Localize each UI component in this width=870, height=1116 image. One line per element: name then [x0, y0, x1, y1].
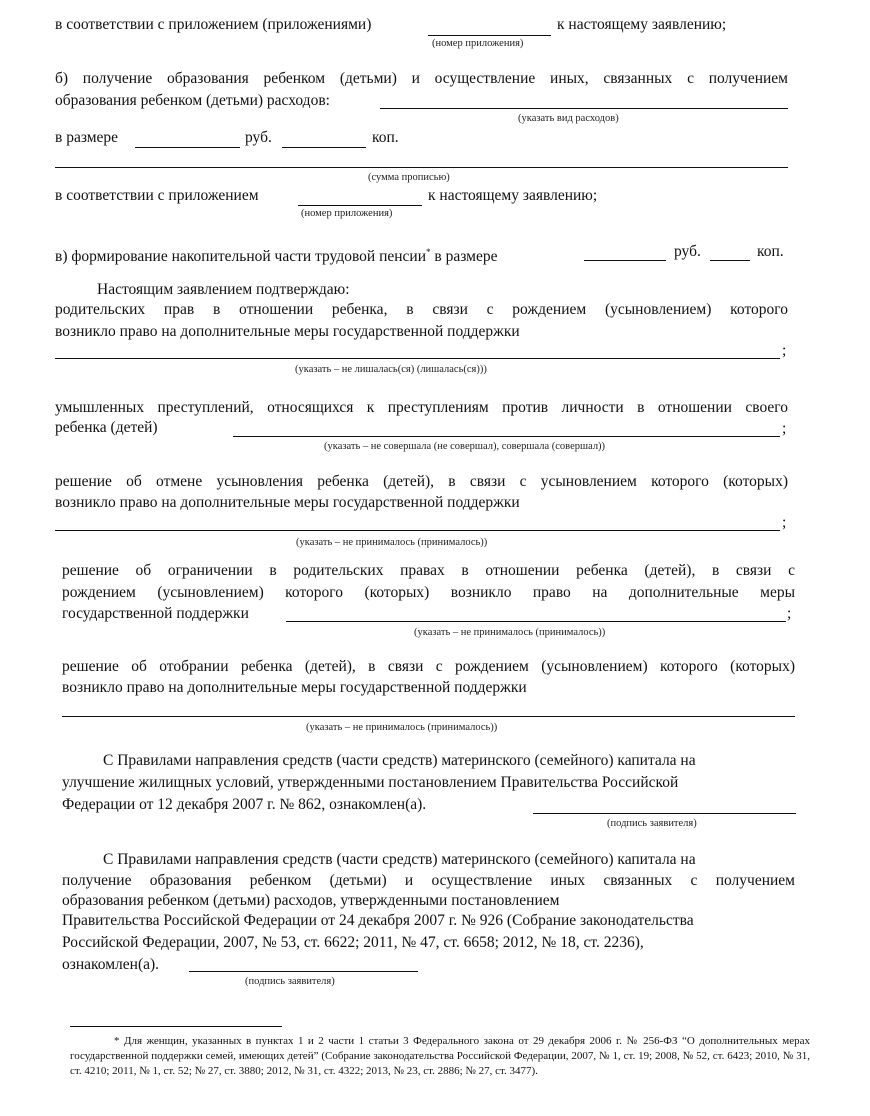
item-c-text: в) формирование накопительной части трудовой пенсии* в размере — [55, 247, 498, 266]
item3-line2: возникло право на дополнительные меры государственной поддержки — [55, 494, 520, 511]
kop-label: коп. — [372, 129, 399, 146]
item3-caption: (указать – не принималось (принималось)) — [296, 537, 488, 548]
kop-field[interactable] — [282, 147, 366, 148]
item4-line3: государственной поддержки — [62, 605, 249, 622]
sum-words-caption: (сумма прописью) — [368, 172, 450, 183]
rub-field[interactable] — [135, 147, 240, 148]
expense-kind-field[interactable] — [380, 108, 788, 109]
rules1-line2: улучшение жилищных условий, утвержденными постановлением Правительства Российской — [62, 774, 679, 791]
appendix-b-text: в соответствии с приложением — [55, 187, 259, 204]
item-b-line1: б) получение образования ребенком (детьми) и осуществление иных, связанных с получением — [55, 70, 788, 87]
pension-rub-field[interactable] — [584, 260, 666, 261]
item5-field[interactable] — [62, 716, 795, 717]
rules2-signature-field[interactable] — [189, 971, 418, 972]
rules1-line3: Федерации от 12 декабря 2007 г. № 862, ознакомлен(а). — [62, 796, 427, 813]
item5-caption: (указать – не принималось (принималось)) — [306, 722, 498, 733]
rules1-signature-caption: (подпись заявителя) — [607, 818, 697, 829]
item1-semicolon: ; — [782, 342, 787, 359]
item4-line1: решение об ограничении в родительских правах в отношении ребенка (детей), в связи с — [62, 562, 795, 579]
item2-caption: (указать – не совершала (не совершал), совершала (совершал)) — [324, 441, 606, 452]
item-b-line2: образования ребенком (детьми) расходов: — [55, 92, 330, 109]
item3-field[interactable] — [55, 530, 780, 531]
rub-label: руб. — [245, 129, 272, 146]
sum-words-field[interactable] — [55, 167, 788, 168]
item4-caption: (указать – не принималось (принималось)) — [414, 627, 606, 638]
pension-rub-label: руб. — [674, 243, 701, 260]
appendix-b-number-field[interactable] — [298, 205, 422, 206]
rules1-signature-field[interactable] — [533, 813, 796, 814]
rules2-line1: С Правилами направления средств (части средств) материнского (семейного) капитала на — [103, 851, 696, 868]
item2-line1: умышленных преступлений, относящихся к преступлениям против личности в отношении своего — [55, 399, 788, 416]
confirm-heading: Настоящим заявлением подтверждаю: — [97, 281, 350, 298]
rules1-line1: С Правилами направления средств (части средств) материнского (семейного) капитала на — [103, 752, 696, 769]
rules2-line2: получение образования ребенком (детьми) и осуществление иных связанных с получением — [62, 872, 795, 889]
item2-field[interactable] — [233, 436, 780, 437]
rules2-line3: образования ребенком (детьми) расходов, утвержденными постановлением — [62, 892, 560, 909]
item5-line2: возникло право на дополнительные меры государственной поддержки — [62, 679, 527, 696]
rules2-line6: ознакомлен(а). — [62, 956, 160, 973]
item2-semicolon: ; — [782, 420, 787, 437]
item3-semicolon: ; — [782, 514, 787, 531]
footnote: * Для женщин, указанных в пунктах 1 и 2 части 1 статьи 3 Федерального закона от 29 декабря 2006 г. № 256-ФЗ “О дополнительных мерах государственной поддержки семей, имеющих детей” (Собрание законодательства Российской Федерации, 2007, № 1, ст. 19; 2008, № 52, ст. 6423; 2010, № 31, ст. 4210; 2011, № 1, ст. 52; № 27, ст. 3880; 2012, № 31, ст. 4322; 2013, № 23, ст. 2886; № 27, ст. 3477). — [70, 1035, 810, 1077]
item5-line1: решение об отобрании ребенка (детей), в связи с рождением (усыновлением) которого (которых) — [62, 658, 795, 675]
rules2-line4: Правительства Российской Федерации от 24 декабря 2007 г. № 926 (Собрание законодательства — [62, 912, 694, 929]
item4-line2: рождением (усыновлением) которого (которых) возникло право на дополнительные меры — [62, 584, 795, 601]
item2-line2: ребенка (детей) — [55, 419, 158, 436]
item1-line1: родительских прав в отношении ребенка, в связи с рождением (усыновлением) которого — [55, 301, 788, 318]
rules2-line5: Российской Федерации, 2007, № 53, ст. 6622; 2011, № 47, ст. 6658; 2012, № 18, ст. 2236), — [62, 934, 644, 951]
footnote-separator — [70, 1026, 282, 1027]
expense-kind-caption: (указать вид расходов) — [518, 113, 619, 124]
item1-line2: возникло право на дополнительные меры государственной поддержки — [55, 323, 520, 340]
item4-semicolon: ; — [787, 605, 792, 622]
appendix-number-field[interactable] — [428, 35, 551, 36]
item4-field[interactable] — [286, 621, 786, 622]
amount-prefix: в размере — [55, 129, 119, 146]
pension-kop-label: коп. — [757, 243, 784, 260]
rules2-signature-caption: (подпись заявителя) — [245, 976, 335, 987]
appendix-b-caption: (номер приложения) — [301, 208, 393, 219]
item1-field[interactable] — [55, 358, 780, 359]
appendix-caption: (номер приложения) — [432, 38, 524, 49]
appendix-b-after: к настоящему заявлению; — [428, 187, 598, 204]
appendix-after-text: к настоящему заявлению; — [557, 16, 727, 33]
pension-kop-field[interactable] — [710, 260, 750, 261]
item3-line1: решение об отмене усыновления ребенка (детей), в связи с усыновлением которого (которых) — [55, 473, 788, 490]
item1-caption: (указать – не лишалась(ся) (лишалась(ся))) — [295, 364, 487, 375]
appendix-text: в соответствии с приложением (приложениями) — [55, 16, 372, 33]
